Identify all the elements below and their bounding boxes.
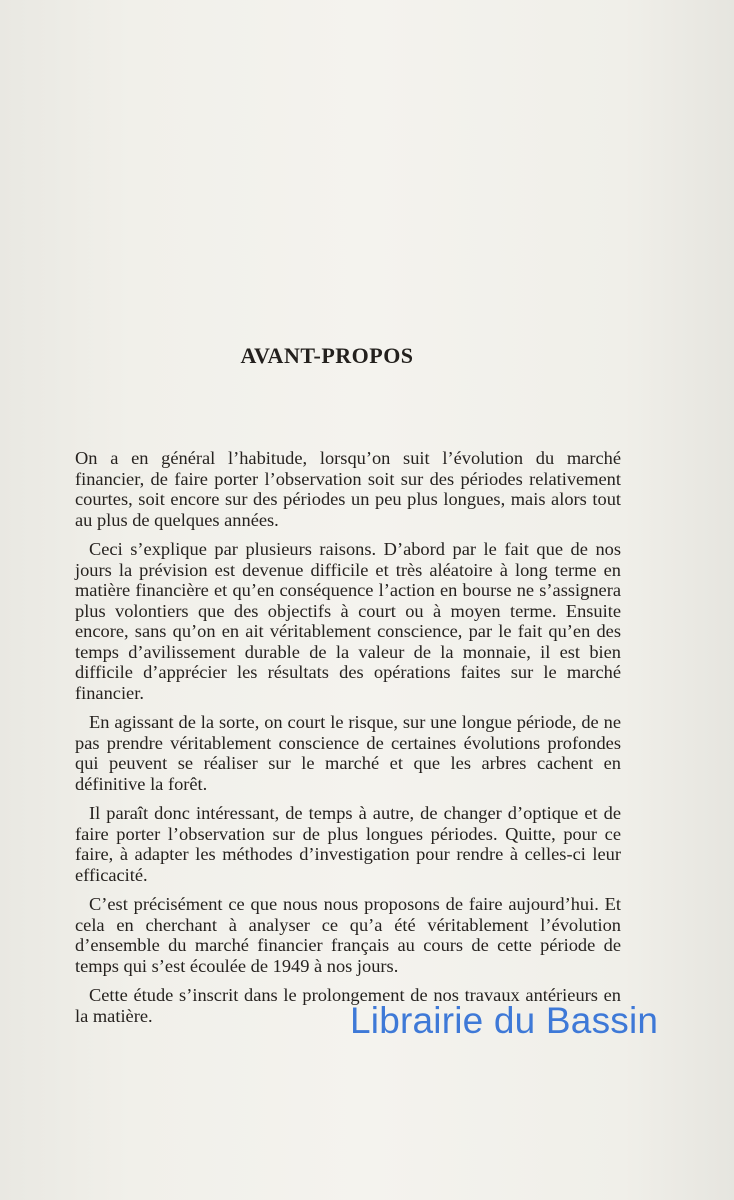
paragraph: On a en général l’habitude, lorsqu’on suit l’évolution du marché financier, de faire porter l’observation soit sur des périodes relativement courtes, soit encore sur des périodes un peu plus longues, mais alors tout au plus de quelques années. — [75, 448, 621, 530]
paragraph: Ceci s’explique par plusieurs raisons. D’abord par le fait que de nos jours la prévision est devenue difficile et très aléatoire à long terme en matière financière et qu’en conséquence l’action en bourse ne s’assignera plus volontiers que des objectifs à court ou à moyen terme. Ensuite encore, sans qu’on en ait véritablement conscience, par le fait qu’en des temps d’avilissement durable de la valeur de la monnaie, il est bien difficile d’apprécier les résultats des opérations faites sur le marché financier. — [75, 539, 621, 703]
page-title: AVANT-PROPOS — [240, 343, 414, 368]
paragraph: En agissant de la sorte, on court le risque, sur une longue période, de ne pas prendre véritablement conscience de certaines évolutions profondes qui peuvent se réaliser sur le marché et que les arbres cachent en définitive la forêt. — [75, 712, 621, 794]
paragraph: C’est précisément ce que nous nous proposons de faire aujourd’hui. Et cela en cherchant à analyser ce qu’a été véritablement l’évolution d’ensemble du marché financier français au cours de cette période de temps qui s’est écoulée de 1949 à nos jours. — [75, 894, 621, 976]
paragraph: Cette étude s’inscrit dans le prolongement de nos travaux antérieurs en la matière. — [75, 985, 621, 1026]
bookseller-watermark: Librairie du Bassin — [350, 1000, 659, 1041]
body-text — [75, 448, 621, 1035]
paragraph: Il paraît donc intéressant, de temps à autre, de changer d’optique et de faire porter l’observation sur de plus longues périodes. Quitte, pour ce faire, à adapter les méthodes d’investigation pour rendre à celles-ci leur efficacité. — [75, 803, 621, 885]
